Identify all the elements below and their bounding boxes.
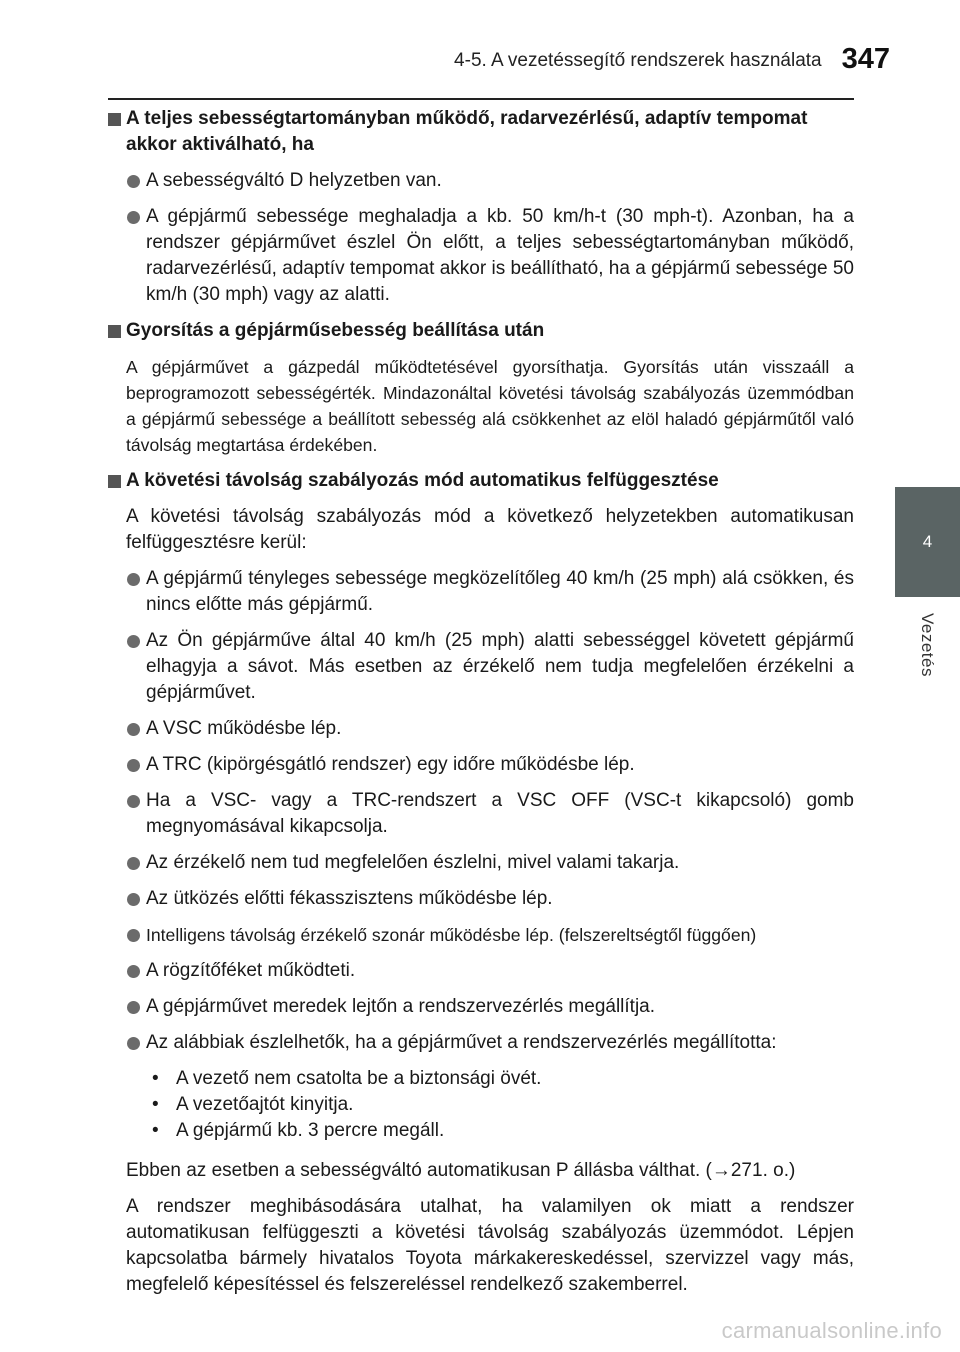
round-bullet-icon <box>127 1037 140 1050</box>
bullet-item: Intelligens távolság érzékelő szonár működésbe lép. (felszereltségtől függően) <box>108 922 854 948</box>
round-bullet-icon <box>127 573 140 586</box>
bullet-item: A TRC (kipörgésgátló rendszer) egy időre működésbe lép. <box>108 752 854 778</box>
bullet-item: A gépjármű sebessége meghaladja a kb. 50 km/h-t (30 mph-t). Azonban, ha a rendszer gépjárművet észlel Ön előtt, a teljes sebességtartományban működő, radarvezérlésű, adaptív tempomat akkor is beállítható, ha a gépjármű sebessége 50 km/h (30 mph) vagy az alatti. <box>108 204 854 308</box>
sub-item: • A vezető nem csatolta be a biztonsági övét. <box>146 1066 854 1092</box>
round-bullet-icon <box>127 1001 140 1014</box>
square-bullet-icon <box>108 325 121 338</box>
round-bullet-icon <box>127 857 140 870</box>
bullet-item: A VSC működésbe lép. <box>108 716 854 742</box>
paragraph: A gépjárművet a gázpedál működtetésével gyorsíthatja. Gyorsítás után visszaáll a beprogramozott sebességérték. Mindazonáltal követési távolság szabályozás üzemmódban a gépjármű sebessége a beállított sebesség alá csökkenhet az elöl haladó gépjárműtől való távolság megtartása érdekében. <box>126 357 854 455</box>
square-bullet-icon <box>108 475 121 488</box>
bullet-item: Az Ön gépjárműve által 40 km/h (25 mph) alatti sebességgel követett gépjármű elhagyja a sávot. Más esetben az érzékelő nem tudja megfelelően érzékelni a gépjárművet. <box>108 628 854 706</box>
bullet-item: A gépjárművet meredek lejtőn a rendszervezérlés megállítja. <box>108 994 854 1020</box>
chapter-tab-number: 4 <box>895 487 960 597</box>
bullet-item: A rögzítőféket működteti. <box>108 958 854 984</box>
page-header <box>350 36 890 76</box>
watermark: carmanualsonline.info <box>721 1318 942 1343</box>
chapter-tab-label <box>895 597 960 697</box>
round-bullet-icon <box>127 211 140 224</box>
chapter-tab-text: Vezetés <box>918 613 937 677</box>
note-paragraph: Ebben az esetben a sebességváltó automatikusan P állásba válthat. (→271. o.) <box>126 1160 796 1181</box>
bullet-item: Az ütközés előtti fékasszisztens működésbe lép. <box>108 886 854 912</box>
round-bullet-icon <box>127 893 140 906</box>
section-title: 4-5. A vezetéssegítő rendszerek használata <box>454 50 822 71</box>
page-number: 347 <box>841 43 890 75</box>
header-rule <box>108 98 854 100</box>
section-heading: A teljes sebességtartományban működő, radarvezérlésű, adaptív tempomat akkor aktiválható, ha <box>108 106 854 158</box>
section-heading: A követési távolság szabályozás mód automatikus felfüggesztése <box>108 468 854 494</box>
paragraph: A követési távolság szabályozás mód a következő helyzetekben automatikusan felfüggesztésre kerül: <box>126 506 854 553</box>
small-dot-icon: • <box>152 1068 159 1089</box>
round-bullet-icon <box>127 759 140 772</box>
small-dot-icon: • <box>152 1120 159 1141</box>
bullet-item: Ha a VSC- vagy a TRC-rendszert a VSC OFF (VSC-t kikapcsoló) gomb megnyomásával kikapcsolja. <box>108 788 854 840</box>
round-bullet-icon <box>127 929 140 942</box>
round-bullet-icon <box>127 635 140 648</box>
round-bullet-icon <box>127 795 140 808</box>
note-paragraph: A rendszer meghibásodására utalhat, ha valamilyen ok miatt a rendszer automatikusan felfüggeszti a követési távolság szabályozás üzemmódot. Lépjen kapcsolatba bármely hivatalos Toyota márkakereskedéssel, szervizzel vagy más, megfelelő képesítéssel és felszereléssel rendelkező szakemberrel. <box>126 1196 854 1295</box>
section-heading: Gyorsítás a gépjárműsebesség beállítása után <box>108 318 854 344</box>
sub-item: • A vezetőajtót kinyitja. <box>146 1092 854 1118</box>
bullet-item: Az érzékelő nem tud megfelelően észlelni, mivel valami takarja. <box>108 850 854 876</box>
square-bullet-icon <box>108 113 121 126</box>
round-bullet-icon <box>127 175 140 188</box>
bullet-item: A sebességváltó D helyzetben van. <box>108 168 854 194</box>
round-bullet-icon <box>127 723 140 736</box>
sub-list <box>108 1066 854 1144</box>
small-dot-icon: • <box>152 1094 159 1115</box>
bullet-item: A gépjármű tényleges sebessége megközelítőleg 40 km/h (25 mph) alá csökken, és nincs előtte más gépjármű. <box>108 566 854 618</box>
round-bullet-icon <box>127 965 140 978</box>
page-content <box>108 106 854 1308</box>
sub-item: • A gépjármű kb. 3 percre megáll. <box>146 1118 854 1144</box>
bullet-item: Az alábbiak észlelhetők, ha a gépjárművet a rendszervezérlés megállította: <box>108 1030 854 1056</box>
